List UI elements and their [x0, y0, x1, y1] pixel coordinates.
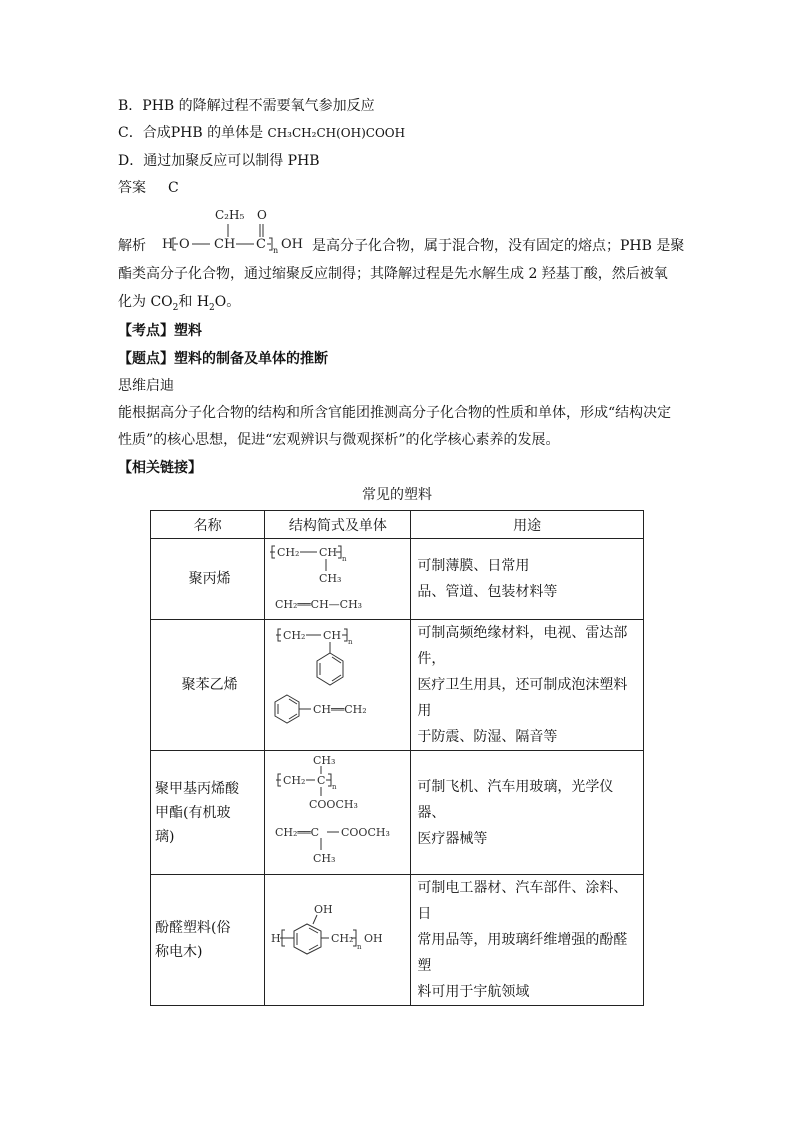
- siwei-text-1: 能根据高分子化合物的结构和所含官能团推测高分子化合物的性质和单体，形成“结构决定: [118, 405, 672, 421]
- analysis-label: 解析: [118, 238, 146, 254]
- benzene-ring-icon: [317, 653, 343, 685]
- analysis-text-1: 是高分子化合物，属于混合物，没有固定的熔点；PHB 是聚: [312, 238, 685, 254]
- siwei-text-2: 性质”的核心思想，促进“宏观辨识与微观探析”的化学核心素养的发展。: [118, 432, 560, 448]
- plastics-table: [150, 510, 644, 1006]
- pmma-structure: [265, 752, 410, 874]
- svg-text:CH₃: CH₃: [313, 851, 336, 865]
- option-c: [118, 123, 405, 143]
- svg-text:COOCH₃: COOCH₃: [341, 825, 391, 839]
- analysis-text-3: 化为 $CO_2$和 $H_2O$。: [118, 294, 241, 313]
- phb-ch: CH: [214, 237, 236, 252]
- row-name: 聚甲基丙烯酸 甲酯(有机玻 璃): [151, 751, 265, 875]
- svg-text:CH: CH: [323, 628, 342, 642]
- benzene-ring-icon: [275, 695, 299, 723]
- phb-n: n: [273, 246, 279, 255]
- analysis-text-2: 酯类高分子化合物，通过缩聚反应制得；其降解过程是先水解生成 2 羟基丁酸，然后被氧: [118, 266, 668, 282]
- row-use: 可制高频绝缘材料，电视、雷达部件， 医疗卫生用具，还可制成泡沫塑料用 于防震、防湿、隔音等: [411, 620, 644, 751]
- phb-c: C: [256, 237, 266, 252]
- table-row: [151, 875, 644, 1006]
- kaodian: 【考点】塑料: [118, 323, 202, 339]
- row-name: 聚苯乙烯: [151, 620, 265, 751]
- row-structure: [265, 875, 411, 1006]
- header-use: 用途: [411, 511, 644, 539]
- siwei-heading: 思维启迪: [118, 378, 174, 394]
- phb-structure-formula: [160, 202, 312, 258]
- svg-text:CH₂══CH—CH₃: CH₂══CH—CH₃: [275, 597, 363, 611]
- answer-value: C: [168, 180, 179, 196]
- phb-h: H: [162, 237, 174, 252]
- polypropylene-structure: [265, 540, 410, 619]
- svg-text:CH₂: CH₂: [277, 545, 300, 559]
- svg-text:H: H: [271, 931, 281, 945]
- table-row: [151, 539, 644, 620]
- svg-text:n: n: [348, 637, 353, 646]
- answer-label: 答案: [118, 180, 146, 196]
- svg-text:CH: CH: [319, 545, 338, 559]
- svg-text:CH══CH₂: CH══CH₂: [313, 702, 368, 716]
- header-name: 名称: [151, 511, 265, 539]
- svg-text:CH₂: CH₂: [283, 628, 306, 642]
- table-row: [151, 620, 644, 751]
- row-name: 酚醛塑料(俗 称电木): [151, 875, 265, 1006]
- svg-text:OH: OH: [364, 931, 383, 945]
- svg-text:CH₃: CH₃: [319, 571, 342, 585]
- svg-text:CH₂: CH₂: [283, 773, 306, 787]
- svg-text:OH: OH: [314, 902, 333, 916]
- table-header-row: [151, 511, 644, 539]
- svg-text:C: C: [317, 773, 326, 787]
- svg-text:CH₂══C: CH₂══C: [275, 825, 320, 839]
- table-title: 常见的塑料: [362, 487, 432, 503]
- row-structure: [265, 751, 411, 875]
- svg-text:CH₂: CH₂: [331, 931, 354, 945]
- table-row: [151, 751, 644, 875]
- row-use: 可制电工器材、汽车部件、涂料、日 常用品等，用玻璃纤维增强的酚醛塑 料可用于宇航领域: [411, 875, 644, 1006]
- svg-text:n: n: [332, 782, 337, 791]
- related-link-heading: 【相关链接】: [118, 460, 202, 476]
- svg-text:n: n: [342, 554, 347, 563]
- answer: [118, 178, 179, 198]
- row-use: 可制薄膜、日常用 品、管道、包装材料等: [411, 539, 644, 620]
- benzene-ring-icon: [294, 924, 321, 954]
- phb-carbonyl-o: O: [257, 208, 267, 222]
- phenolic-structure: [265, 900, 410, 981]
- header-structure: 结构简式及单体: [265, 511, 411, 539]
- row-use: 可制飞机、汽车用玻璃，光学仪器、 医疗器械等: [411, 751, 644, 875]
- phb-o: O: [179, 237, 190, 252]
- option-c-formula: CH₃CH₂CH(OH)COOH: [267, 126, 406, 140]
- tidian: 【题点】塑料的制备及单体的推断: [118, 351, 328, 367]
- svg-text:n: n: [357, 942, 362, 951]
- row-structure: [265, 620, 411, 751]
- svg-text:CH₃: CH₃: [313, 753, 336, 767]
- row-name: 聚丙烯: [151, 539, 265, 620]
- row-structure: [265, 539, 411, 620]
- phb-ethyl: C₂H₅: [215, 208, 245, 222]
- option-c-text: C．合成PHB 的单体是: [118, 125, 268, 141]
- phb-oh: OH: [281, 237, 303, 252]
- polystyrene-structure: [265, 623, 410, 748]
- option-d: D．通过加聚反应可以制得 PHB: [118, 153, 320, 169]
- option-b: B．PHB 的降解过程不需要氧气参加反应: [118, 98, 375, 114]
- svg-text:COOCH₃: COOCH₃: [309, 797, 359, 811]
